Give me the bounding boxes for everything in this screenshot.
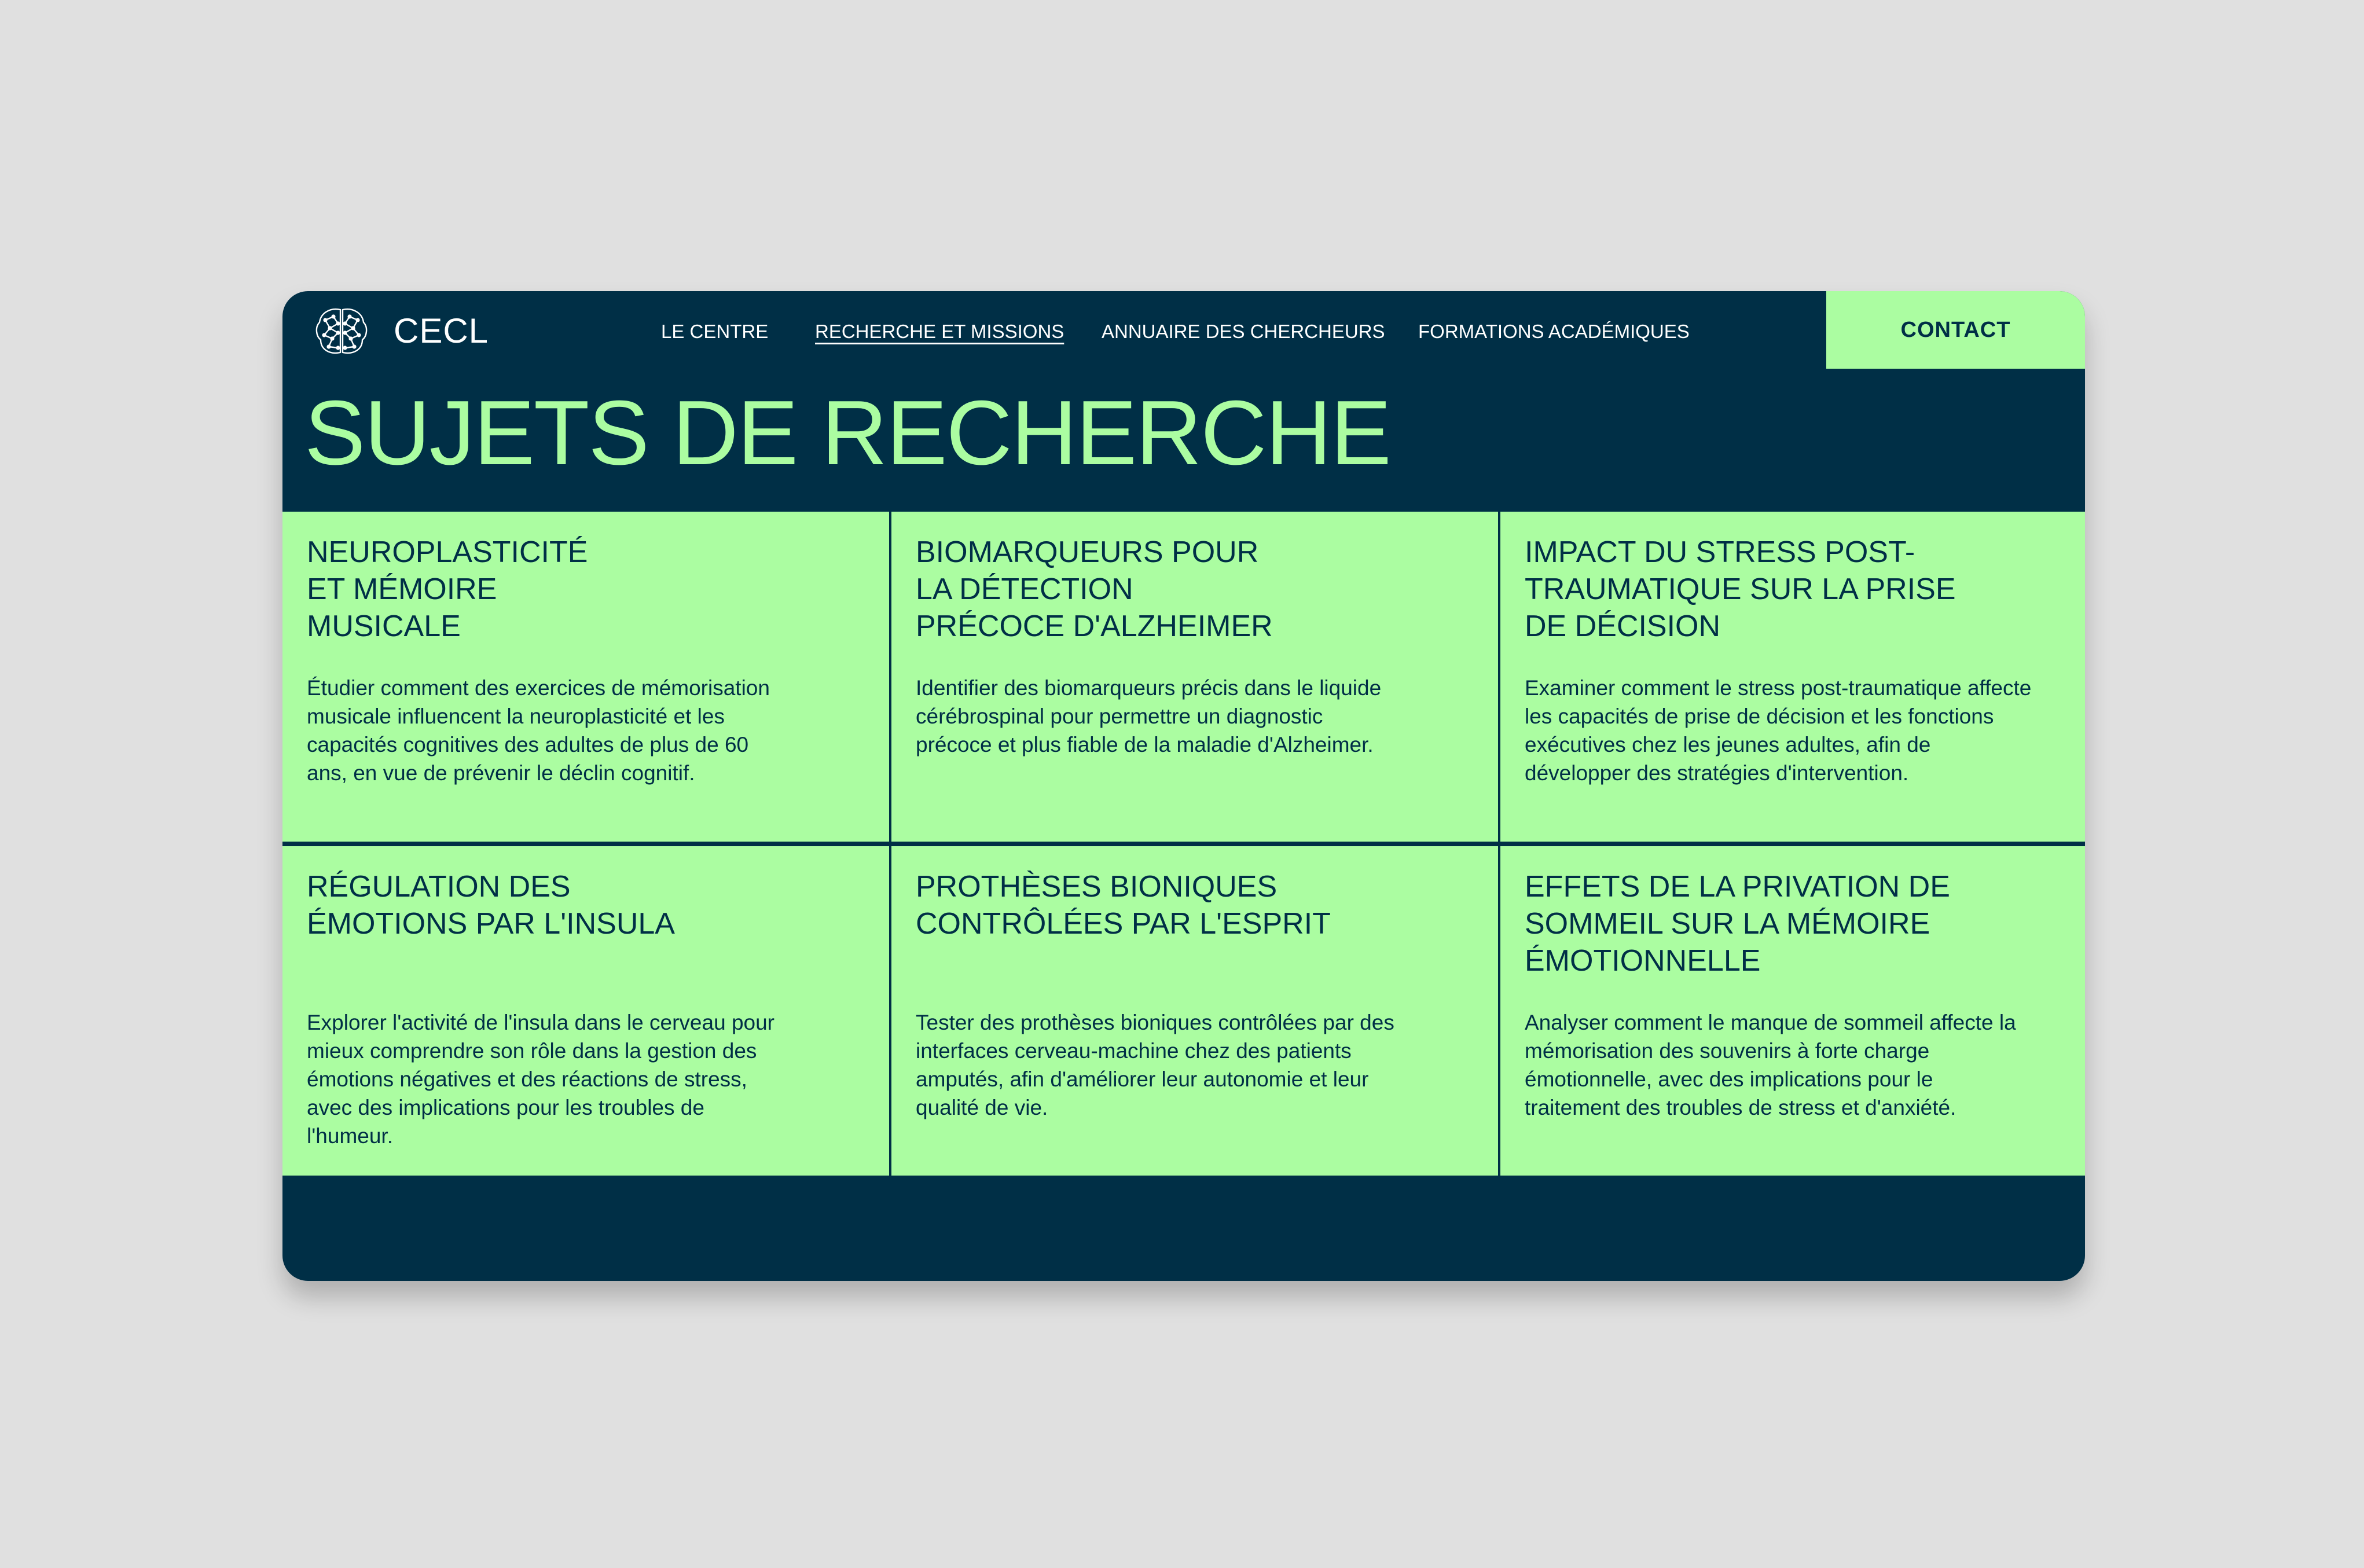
topic-description: Étudier comment des exercices de mémorisation musicale influencent la neuroplasticité et les capacités cognitives des adultes de plus de 60 ans, en vue de prévenir le déclin cognitif.: [307, 676, 770, 785]
nav-link-recherche-et-missions[interactable]: RECHERCHE ET MISSIONS: [815, 321, 1064, 342]
nav-link-annuaire-des-chercheurs[interactable]: ANNUAIRE DES CHERCHEURS: [1102, 321, 1385, 342]
topic-description: Explorer l'activité de l'insula dans le cerveau pour mieux comprendre son rôle dans la gestion des émotions négatives et des réactions de stress, avec des implications pour les troubles de l'humeur.: [307, 1011, 775, 1148]
topic-card[interactable]: [891, 512, 1498, 842]
research-topics-grid: [282, 512, 2085, 1176]
page-title: SUJETS DE RECHERCHE: [304, 382, 1390, 484]
contact-button[interactable]: CONTACT: [1826, 291, 2085, 369]
topic-description: Identifier des biomarqueurs précis dans le liquide cérébrospinal pour permettre un diagnostic précoce et plus fiable de la maladie d'Alzheimer.: [916, 676, 1382, 757]
topic-card[interactable]: [282, 512, 889, 842]
topic-card[interactable]: [1500, 512, 2085, 842]
topic-title: BIOMARQUEURS POUR LA DÉTECTION PRÉCOCE D'ALZHEIMER: [916, 535, 1273, 643]
topic-title: EFFETS DE LA PRIVATION DE SOMMEIL SUR LA MÉMOIRE ÉMOTIONNELLE: [1525, 870, 1950, 978]
nav-link-le-centre[interactable]: LE CENTRE: [661, 321, 769, 342]
topic-card[interactable]: [891, 846, 1498, 1176]
topic-card[interactable]: [1500, 846, 2085, 1176]
browser-window: [282, 291, 2085, 1281]
topic-description: Examiner comment le stress post-traumatique affecte les capacités de prise de décision et les fonctions exécutives chez les jeunes adultes, afin de développer des stratégies d'intervention.: [1525, 676, 2032, 785]
topic-description: Tester des prothèses bioniques contrôlées par des interfaces cerveau-machine chez des patients amputés, afin d'améliorer leur autonomie et leur qualité de vie.: [916, 1011, 1394, 1119]
topic-description: Analyser comment le manque de sommeil affecte la mémorisation des souvenirs à forte charge émotionnelle, avec des implications pour le traitement des troubles de stress et d'anxiété.: [1525, 1011, 2016, 1119]
brand-name[interactable]: CECL: [394, 311, 489, 350]
brain-network-icon[interactable]: [313, 303, 370, 361]
topic-title: NEUROPLASTICITÉ ET MÉMOIRE MUSICALE: [307, 535, 588, 643]
topic-title: PROTHÈSES BIONIQUES CONTRÔLÉES PAR L'ESPRIT: [916, 870, 1331, 941]
top-navigation-bar: [282, 291, 2085, 369]
topic-title: RÉGULATION DES ÉMOTIONS PAR L'INSULA: [307, 870, 675, 941]
topic-title: IMPACT DU STRESS POST-TRAUMATIQUE SUR LA PRISE DE DÉCISION: [1525, 535, 1956, 643]
topic-card[interactable]: [282, 846, 889, 1176]
nav-link-formations-academiques[interactable]: FORMATIONS ACADÉMIQUES: [1418, 321, 1690, 342]
